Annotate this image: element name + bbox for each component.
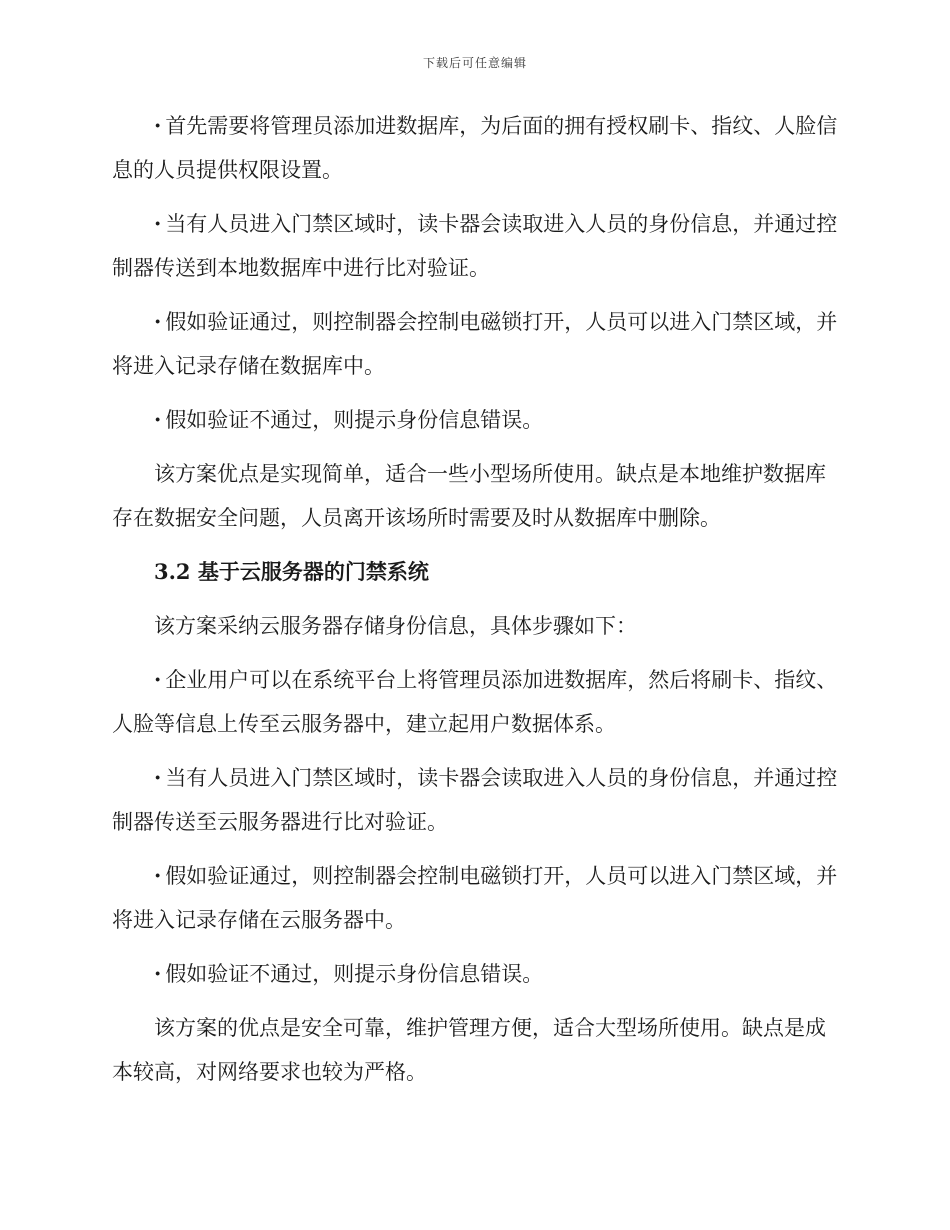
bullet-dot: ·	[154, 211, 162, 236]
header-note: 下载后可任意编辑	[422, 56, 527, 70]
paragraph-text: 假如验证通过，则控制器会控制电磁锁打开，人员可以进入门禁区域，并将进入记录存储在数据库中。	[112, 310, 838, 378]
paragraph-text: 假如验证不通过，则提示身份信息错误。	[165, 408, 544, 432]
bullet-dot: ·	[154, 667, 162, 692]
paragraph-text: 该方案采纳云服务器存储身份信息，具体步骤如下：	[154, 614, 637, 638]
section-heading: 3.2 基于云服务器的门禁系统	[154, 559, 429, 584]
paragraph-local-verify	[112, 202, 838, 290]
paragraph-local-summary	[112, 452, 838, 540]
paragraph-text: 当有人员进入门禁区域时，读卡器会读取进入人员的身份信息，并通过控制器传送到本地数据库中进行比对验证。	[112, 212, 838, 280]
paragraph-cloud-upload	[112, 658, 838, 746]
paragraph-text: 假如验证通过，则控制器会控制电磁锁打开，人员可以进入门禁区域，并将进入记录存储在云服务器中。	[112, 864, 838, 932]
bullet-dot: ·	[154, 961, 162, 986]
bullet-dot: ·	[154, 407, 162, 432]
paragraph-local-pass	[112, 300, 838, 388]
paragraph-text: 企业用户可以在系统平台上将管理员添加进数据库，然后将刷卡、指纹、人脸等信息上传至云服务器中，建立起用户数据体系。	[112, 668, 838, 736]
bullet-dot: ·	[154, 309, 162, 334]
bullet-dot: ·	[154, 765, 162, 790]
paragraph-cloud-pass	[112, 854, 838, 942]
paragraph-local-fail	[112, 398, 838, 442]
paragraph-text: 首先需要将管理员添加进数据库，为后面的拥有授权刷卡、指纹、人脸信息的人员提供权限设置。	[112, 114, 838, 182]
bullet-dot: ·	[154, 113, 162, 138]
bullet-dot: ·	[154, 863, 162, 888]
paragraph-admin-setup	[112, 104, 838, 192]
paragraph-cloud-intro	[112, 604, 838, 648]
paragraph-text: 该方案优点是实现简单，适合一些小型场所使用。缺点是本地维护数据库存在数据安全问题，人员离开该场所时需要及时从数据库中删除。	[112, 462, 826, 530]
paragraph-text: 该方案的优点是安全可靠，维护管理方便，适合大型场所使用。缺点是成本较高，对网络要求也较为严格。	[112, 1016, 826, 1084]
paragraph-cloud-summary	[112, 1006, 838, 1094]
paragraph-cloud-verify	[112, 756, 838, 844]
document-body	[112, 104, 838, 1104]
paragraph-text: 假如验证不通过，则提示身份信息错误。	[165, 962, 544, 986]
paragraph-cloud-fail	[112, 952, 838, 996]
paragraph-text: 当有人员进入门禁区域时，读卡器会读取进入人员的身份信息，并通过控制器传送至云服务器进行比对验证。	[112, 766, 838, 834]
